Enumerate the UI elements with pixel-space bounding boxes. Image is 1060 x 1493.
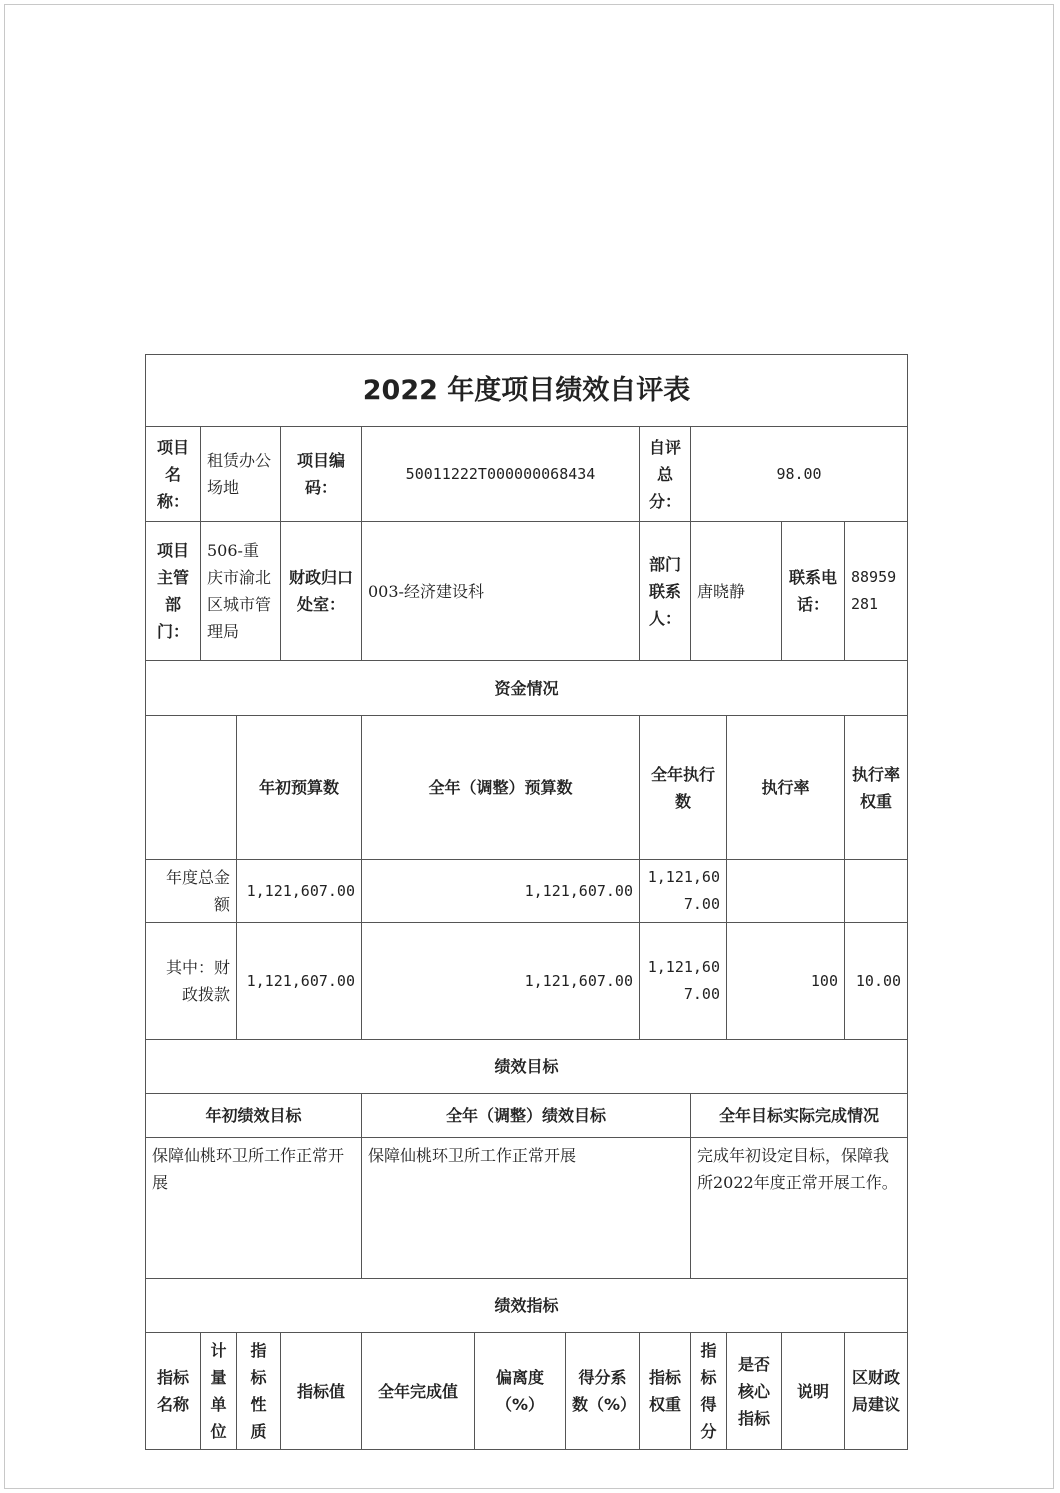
- funds-initial-value: 1,121,607.00: [237, 923, 362, 1040]
- indicator-header-name: 指标名称: [146, 1333, 201, 1450]
- indicator-header-value: 指标值: [281, 1333, 362, 1450]
- phone-value: 88959281: [845, 522, 908, 661]
- funds-weight-value: 10.00: [845, 923, 908, 1040]
- indicator-header-unit: 计量单位: [201, 1333, 237, 1450]
- funds-row-total: [146, 860, 908, 923]
- funds-header-rate: 执行率: [727, 716, 845, 860]
- funds-header-weight: 执行率权重: [845, 716, 908, 860]
- funds-weight-value: [845, 860, 908, 923]
- indicator-header-completed: 全年完成值: [362, 1333, 475, 1450]
- indicator-header-suggestion: 区财政局建议: [845, 1333, 908, 1450]
- project-name-label: 项目名称：: [146, 427, 201, 522]
- form-title: 2022 年度项目绩效自评表: [146, 355, 908, 427]
- project-code-label: 项目编码：: [281, 427, 362, 522]
- phone-label: 联系电话：: [782, 522, 845, 661]
- funds-corner-cell: [146, 716, 237, 860]
- funds-header-adjusted: 全年（调整）预算数: [362, 716, 640, 860]
- goals-header-actual: 全年目标实际完成情况: [691, 1094, 908, 1138]
- funds-adjusted-value: 1,121,607.00: [362, 923, 640, 1040]
- funds-executed-value: 1,121,607.00: [640, 860, 727, 923]
- indicator-header-weight: 指标权重: [640, 1333, 691, 1450]
- self-score-label: 自评总分：: [640, 427, 691, 522]
- project-name-value: 租赁办公场地: [201, 427, 281, 522]
- indicator-header-nature: 指标性质: [237, 1333, 281, 1450]
- goals-section-title: 绩效目标: [146, 1040, 908, 1094]
- funds-rate-value: 100: [727, 923, 845, 1040]
- funds-header-executed: 全年执行数: [640, 716, 727, 860]
- funds-adjusted-value: 1,121,607.00: [362, 860, 640, 923]
- goals-actual-text: 完成年初设定目标，保障我所2022年度正常开展工作。: [691, 1138, 908, 1279]
- indicators-section-title: 绩效指标: [146, 1279, 908, 1333]
- goals-header-adjusted: 全年（调整）绩效目标: [362, 1094, 691, 1138]
- funds-row-label: 年度总金额: [146, 860, 237, 923]
- indicator-header-core: 是否核心指标: [727, 1333, 782, 1450]
- funds-row-label: 其中：财政拨款: [146, 923, 237, 1040]
- dept-value: 506-重庆市渝北区城市管理局: [201, 522, 281, 661]
- finance-office-value: 003-经济建设科: [362, 522, 640, 661]
- indicator-header-score: 指标得分: [691, 1333, 727, 1450]
- goals-initial-text: 保障仙桃环卫所工作正常开展: [146, 1138, 362, 1279]
- funds-executed-value: 1,121,607.00: [640, 923, 727, 1040]
- goals-header-initial: 年初绩效目标: [146, 1094, 362, 1138]
- indicator-header-deviation: 偏离度（%）: [475, 1333, 566, 1450]
- funds-section-title: 资金情况: [146, 661, 908, 716]
- performance-self-evaluation-table: [145, 354, 908, 1450]
- contact-label: 部门联系人：: [640, 522, 691, 661]
- funds-header-initial: 年初预算数: [237, 716, 362, 860]
- project-code-value: 50011222T000000068434: [362, 427, 640, 522]
- funds-row-fiscal: [146, 923, 908, 1040]
- indicator-header-coefficient: 得分系数（%）: [566, 1333, 640, 1450]
- goals-adjusted-text: 保障仙桃环卫所工作正常开展: [362, 1138, 691, 1279]
- funds-rate-value: [727, 860, 845, 923]
- self-score-value: 98.00: [691, 427, 908, 522]
- funds-initial-value: 1,121,607.00: [237, 860, 362, 923]
- indicator-header-note: 说明: [782, 1333, 845, 1450]
- dept-label: 项目主管部门：: [146, 522, 201, 661]
- document-page: [4, 4, 1054, 1489]
- contact-value: 唐晓静: [691, 522, 782, 661]
- finance-office-label: 财政归口处室：: [281, 522, 362, 661]
